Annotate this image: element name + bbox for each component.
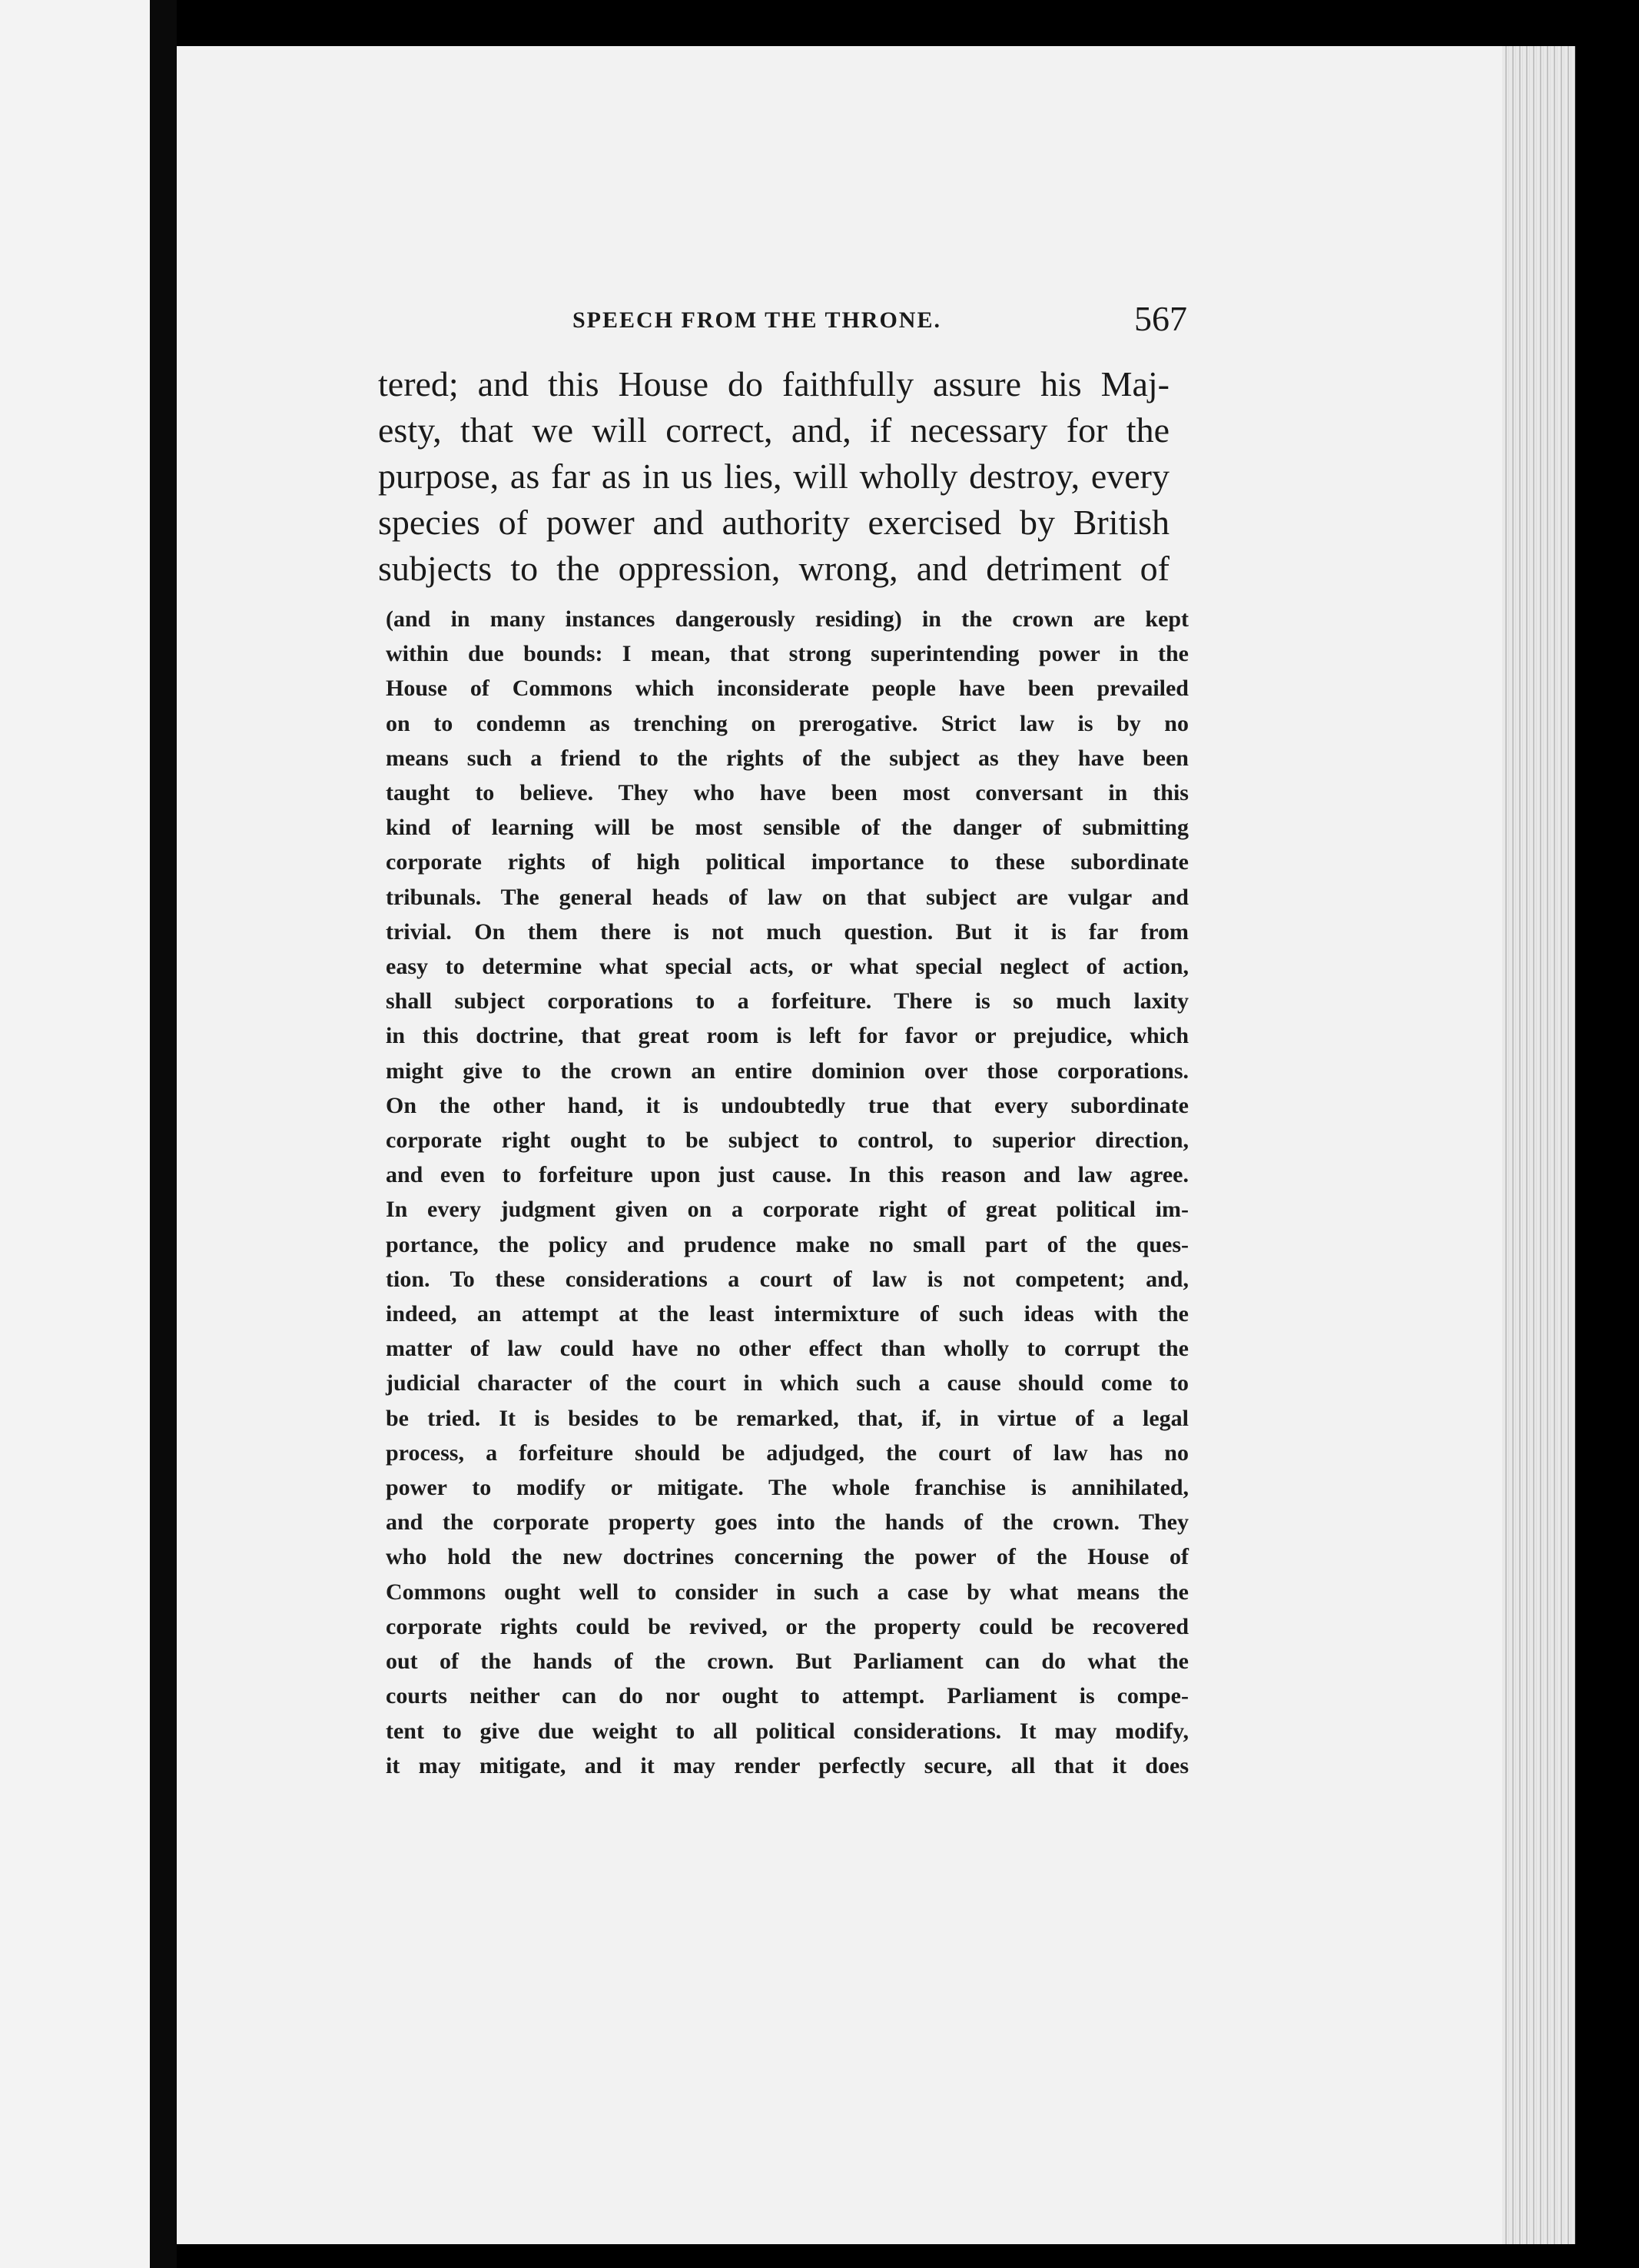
footnote-line: kind of learning will be most sensible of the danger of submitting — [386, 815, 1189, 841]
text-line: tered; and this House do faithfully assure his Maj- — [378, 364, 1170, 403]
footnote-line: process, a forfeiture should be adjudged, the court of law has no — [386, 1439, 1189, 1466]
footnote-line: taught to believe. They who have been most conversant in this — [386, 780, 1189, 806]
scan-border — [1575, 0, 1639, 2268]
footnote-line: out of the hands of the crown. But Parliament can do what the — [386, 1649, 1189, 1675]
facing-page-edge — [0, 0, 150, 2268]
text-line: esty, that we will correct, and, if necessary for the — [378, 410, 1170, 450]
footnote-line: trivial. On them there is not much question. But it is far from — [386, 918, 1189, 945]
footnote-line: indeed, an attempt at the least intermixture of such ideas with the — [386, 1301, 1189, 1327]
footnote-line: corporate right ought to be subject to control, to superior direction, — [386, 1127, 1189, 1154]
footnote-line: Commons ought well to consider in such a case by what means the — [386, 1579, 1189, 1605]
footnote-line: courts neither can do nor ought to attempt. Parliament is compe- — [386, 1683, 1189, 1709]
footnote-line: tribunals. The general heads of law on that subject are vulgar and — [386, 884, 1189, 910]
footnote-line: On the other hand, it is undoubtedly true that every subordinate — [386, 1092, 1189, 1118]
footnote-line: matter of law could have no other effect than wholly to corrupt the — [386, 1336, 1189, 1362]
running-title: SPEECH FROM THE THRONE. — [572, 307, 941, 333]
footnote-line: (and in many instances dangerously residing) in the crown are kept — [386, 606, 1189, 632]
footnote-line: be tried. It is besides to be remarked, that, if, in virtue of a legal — [386, 1405, 1189, 1431]
footnote-block — [386, 602, 1189, 1783]
page-stack-edges — [1502, 46, 1575, 2244]
text-line: species of power and authority exercised by British — [378, 503, 1170, 542]
footnote-line: and the corporate property goes into the hands of the crown. They — [386, 1509, 1189, 1536]
main-text-block — [378, 361, 1170, 592]
footnote-line: who hold the new doctrines concerning the power of the House of — [386, 1544, 1189, 1570]
footnote-line: portance, the policy and prudence make no small part of the ques- — [386, 1231, 1189, 1257]
page-header — [572, 298, 1187, 344]
footnote-line: might give to the crown an entire dominion over those corporations. — [386, 1058, 1189, 1084]
footnote-line: easy to determine what special acts, or what special neglect of action, — [386, 954, 1189, 980]
footnote-line: it may mitigate, and it may render perfectly secure, all that it does — [386, 1752, 1189, 1778]
footnote-line: In every judgment given on a corporate right of great political im- — [386, 1197, 1189, 1223]
footnote-line: within due bounds: I mean, that strong superintending power in the — [386, 641, 1189, 667]
footnote-line: House of Commons which inconsiderate people have been prevailed — [386, 676, 1189, 702]
footnote-line: tent to give due weight to all political considerations. It may modify, — [386, 1718, 1189, 1744]
footnote-line: corporate rights of high political importance to these subordinate — [386, 849, 1189, 875]
footnote-line: judicial character of the court in which such a cause should come to — [386, 1370, 1189, 1396]
text-line: subjects to the oppression, wrong, and detriment of — [378, 549, 1170, 588]
footnote-line: tion. To these considerations a court of law is not competent; and, — [386, 1266, 1189, 1292]
footnote-line: on to condemn as trenching on prerogative. Strict law is by no — [386, 710, 1189, 736]
footnote-line: in this doctrine, that great room is left for favor or prejudice, which — [386, 1023, 1189, 1049]
footnote-line: means such a friend to the rights of the subject as they have been — [386, 745, 1189, 771]
footnote-line: shall subject corporations to a forfeiture. There is so much laxity — [386, 988, 1189, 1014]
text-line: purpose, as far as in us lies, will wholly destroy, every — [378, 457, 1170, 496]
book-gutter — [150, 0, 177, 2268]
footnote-line: and even to forfeiture upon just cause. In this reason and law agree. — [386, 1162, 1189, 1188]
page-number: 567 — [1134, 299, 1187, 338]
footnote-line: power to modify or mitigate. The whole franchise is annihilated, — [386, 1475, 1189, 1501]
footnote-line: corporate rights could be revived, or the property could be recovered — [386, 1613, 1189, 1639]
